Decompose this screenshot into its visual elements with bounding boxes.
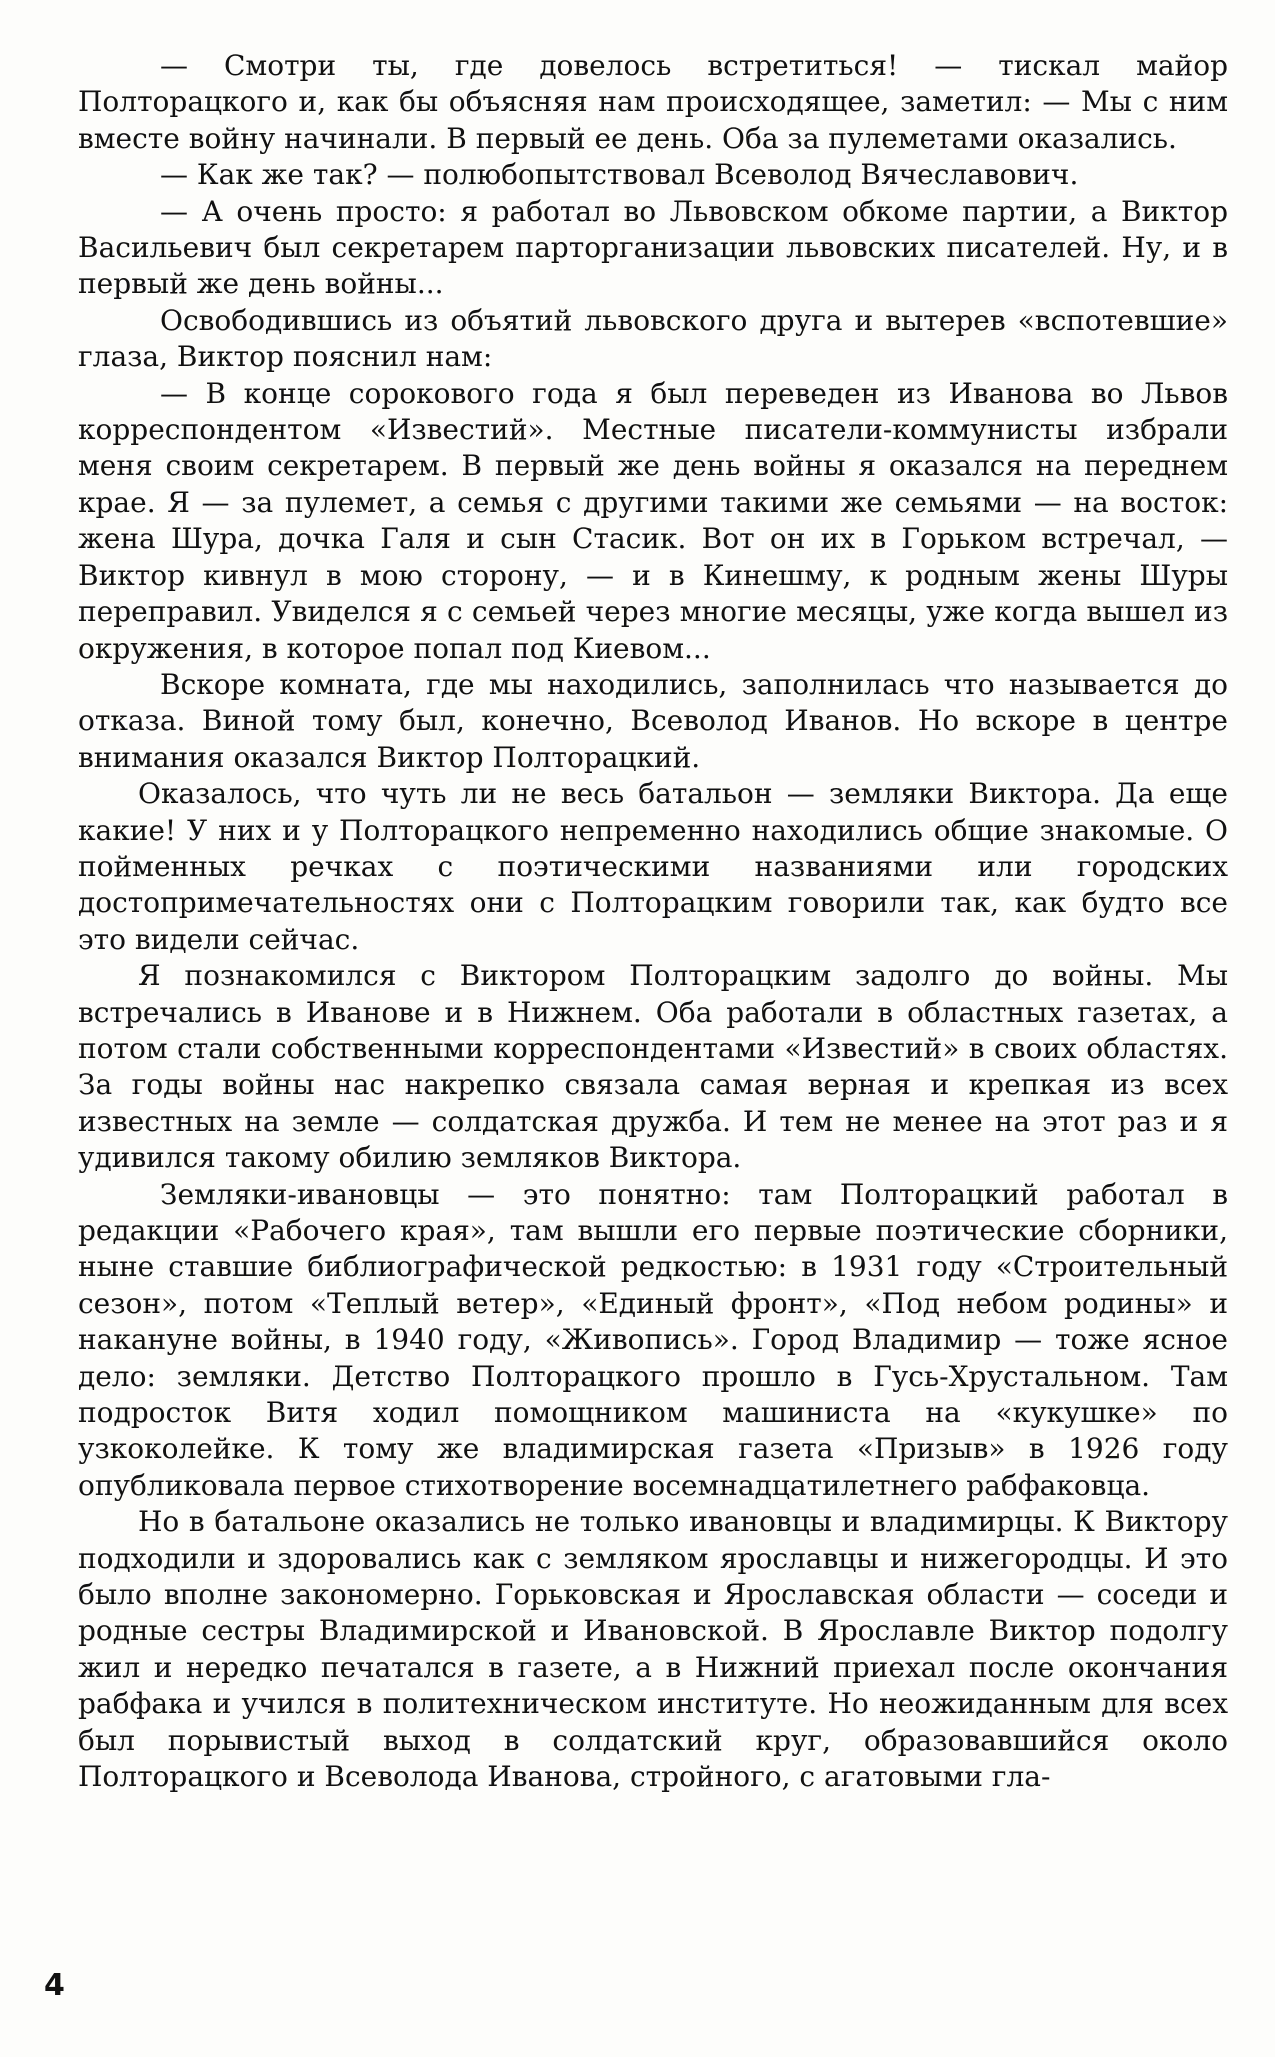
paragraph: — В конце сорокового года я был переведен из Иванова во Львов корреспондентом «Известий». Местные писатели-коммунисты избрали меня своим секретарем. В первый же день войны я оказался на переднем крае. Я — за пулемет, а семья с другими такими же семьями — на восток: жена Шура, дочка Галя и сын Стасик. Вот он их в Горьком встречал, — Виктор кивнул в мою сторону, — и в Кинешму, к родным жены Шуры переправил. Увиделся я с семьей через многие месяцы, уже когда вышел из окружения, в которое попал под Киевом... — [78, 376, 1228, 665]
paragraph: — Как же так? — полюбопытствовал Всеволод Вячеславович. — [160, 158, 1079, 192]
paragraph: Освободившись из объятий львовского друга и вытерев «вспотевшие» глаза, Виктор пояснил нам: — [78, 303, 1228, 374]
paragraph: — Смотри ты, где довелось встретиться! — тискал майор Полторацкого и, как бы объясняя нам происходящее, заметил: — Мы с ним вместе войну начинали. В первый ее день. Оба за пулеметами оказались. — [78, 49, 1228, 155]
paragraph: Я познакомился с Виктором Полторацким задолго до войны. Мы встречались в Иванове и в Нижнем. Оба работали в областных газетах, а потом стали собственными корреспондентами «Известий» в своих областях. За годы войны нас накрепко связала самая верная и крепкая из всех известных на земле — солдатская дружба. И тем не менее на этот раз и я удивился такому обилию земляков Виктора. — [78, 959, 1228, 1175]
body-text — [78, 48, 1228, 1796]
paragraph: Но в батальоне оказались не только ивановцы и владимирцы. К Виктору подходили и здоровались как с земляком ярославцы и нижегородцы. И это было вполне закономерно. Горьковская и Ярославская области — соседи и родные сестры Владимирской и Ивановской. В Ярославле Виктор подолгу жил и нередко печатался в газете, а в Нижний приехал после окончания рабфака и учился в политехническом институте. Но неожиданным для всех был порывистый выход в солдатский круг, образовавшийся около Полторацкого и Всеволода Иванова, стройного, с агатовыми гла- — [78, 1505, 1228, 1794]
paragraph: — А очень просто: я работал во Львовском обкоме партии, а Виктор Васильевич был секретарем парторганизации львовских писателей. Ну, и в первый же день войны... — [78, 194, 1228, 301]
paragraph: Вскоре комната, где мы находились, заполнилась что называется до отказа. Виной тому был, конечно, Всеволод Иванов. Но вскоре в центре внимания оказался Виктор Полторацкий. — [78, 667, 1228, 774]
page-number: 4 — [44, 1968, 65, 2003]
paragraph: Оказалось, что чуть ли не весь батальон — земляки Виктора. Да еще какие! У них и у Полторацкого непременно находились общие знакомые. О пойменных речках с поэтическими названиями или городских достопримечательностях они с Полторацким говорили так, как будто все это видели сейчас. — [78, 777, 1228, 956]
paragraph: Земляки-ивановцы — это понятно: там Полторацкий работал в редакции «Рабочего края», там вышли его первые поэтические сборники, ныне ставшие библиографической редкостью: в 1931 году «Строительный сезон», потом «Теплый ветер», «Единый фронт», «Под небом родины» и накануне войны, в 1940 году, «Живопись». Город Владимир — тоже ясное дело: земляки. Детство Полторацкого прошло в Гусь-Хрустальном. Там подросток Витя ходил помощником машиниста на «кукушке» по узкоколейке. К тому же владимирская газета «Призыв» в 1926 году опубликовала первое стихотворение восемнадцатилетнего рабфаковца. — [78, 1177, 1228, 1502]
